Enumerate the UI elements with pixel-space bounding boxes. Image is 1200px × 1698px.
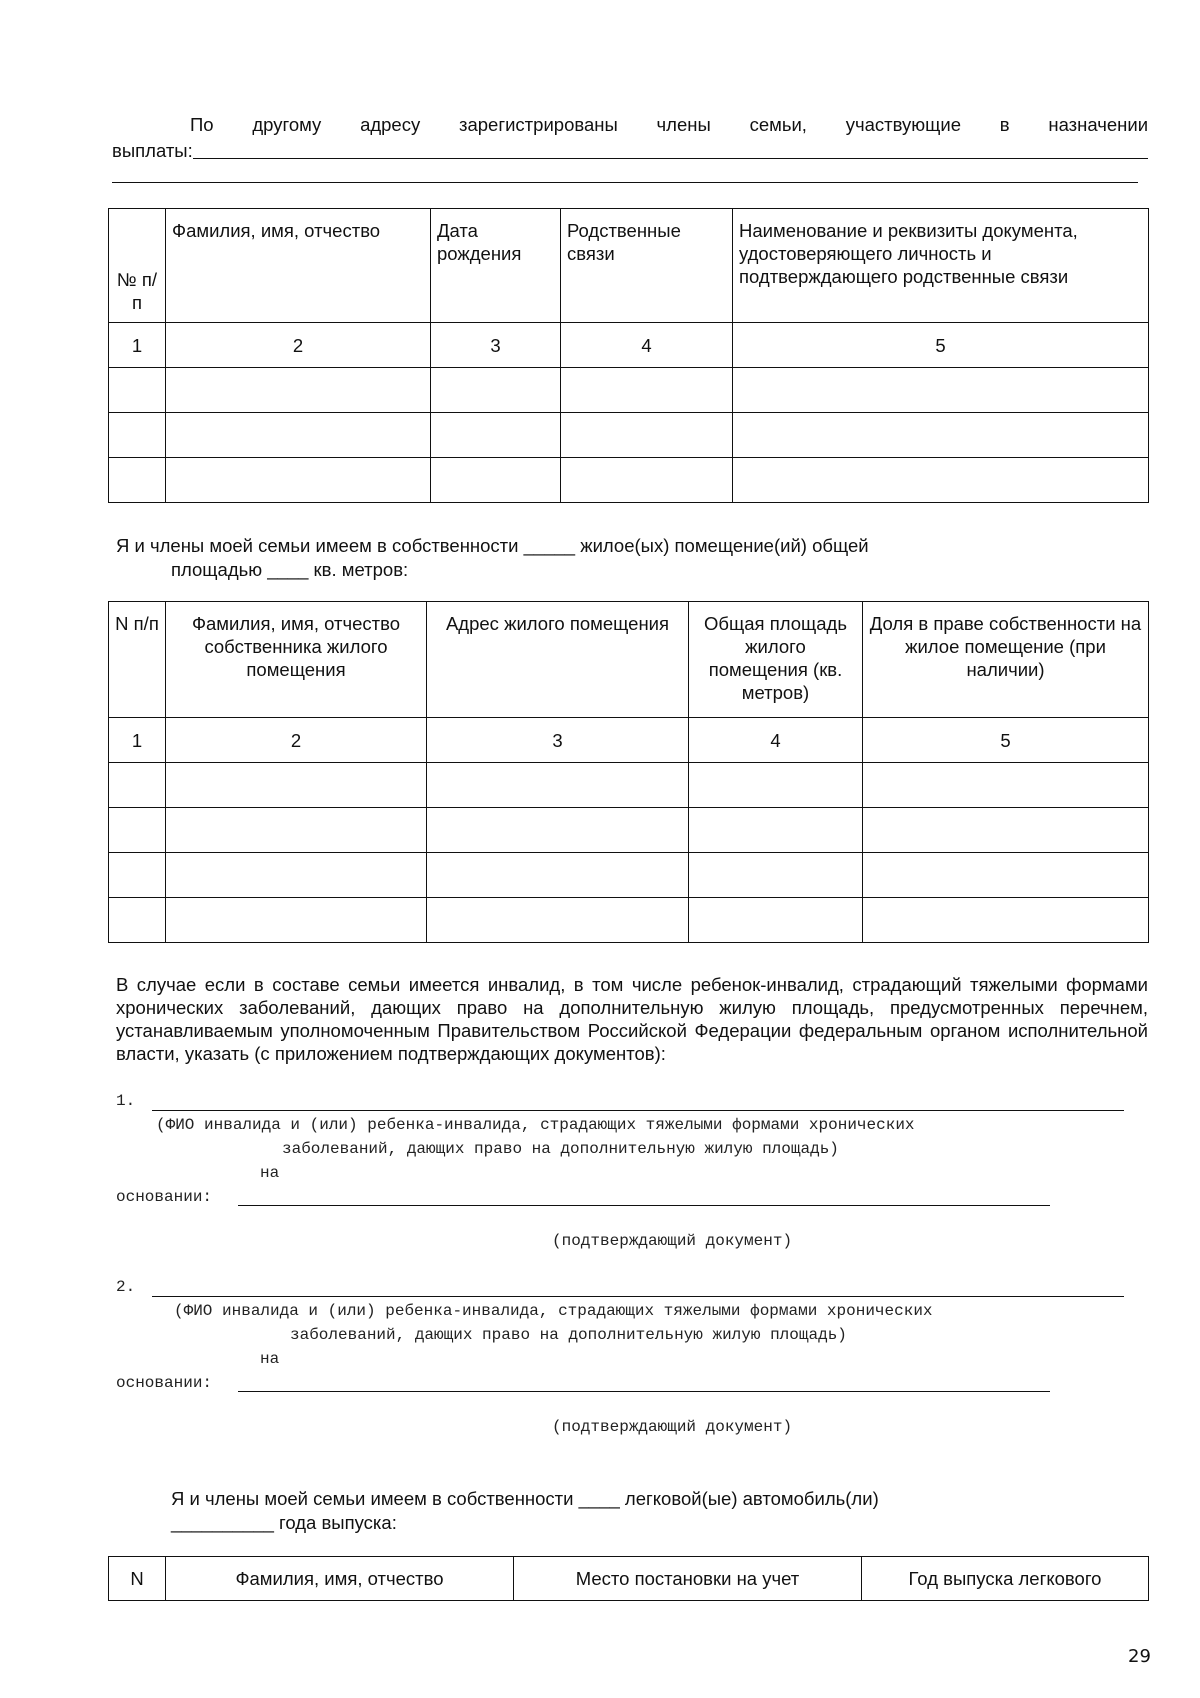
empty-cell[interactable] [863, 763, 1149, 808]
empty-cell[interactable] [109, 763, 166, 808]
empty-cell[interactable] [561, 368, 733, 413]
column-number: 3 [431, 323, 561, 368]
empty-cell[interactable] [689, 853, 863, 898]
empty-cell[interactable] [109, 413, 166, 458]
empty-cell[interactable] [109, 458, 166, 503]
intro-word: другому [252, 114, 322, 135]
column-number: 5 [733, 323, 1149, 368]
header-address: Адрес жилого помещения [427, 602, 689, 718]
property-line-2: площадью ____ кв. метров: [171, 559, 409, 580]
entry-doc-caption: (подтверждающий документ) [552, 1418, 793, 1436]
intro-line [112, 114, 1148, 136]
empty-cell[interactable] [431, 413, 561, 458]
intro-word: адресу [360, 114, 421, 135]
empty-cell[interactable] [733, 413, 1149, 458]
cars-table [108, 1556, 1149, 1601]
column-number: 4 [689, 718, 863, 763]
column-number: 1 [109, 323, 166, 368]
entry-caption: заболеваний, дающих право на дополнительную жилую площадь) [290, 1326, 847, 1344]
intro-word: зарегистрированы [459, 114, 618, 135]
header-number: N [109, 1557, 166, 1601]
header-full-name: Фамилия, имя, отчество [166, 1557, 514, 1601]
header-relation: Родственные связи [561, 209, 733, 323]
entry-name-line[interactable] [152, 1110, 1124, 1111]
empty-cell[interactable] [109, 808, 166, 853]
property-line-1: Я и члены моей семьи имеем в собственности _____ жилое(ых) помещение(ий) общей [116, 535, 869, 556]
intro-fill-line-2[interactable] [112, 182, 1138, 183]
property-table [108, 601, 1149, 943]
empty-cell[interactable] [733, 458, 1149, 503]
empty-cell[interactable] [109, 898, 166, 943]
header-owner-name: Фамилия, имя, отчество собственника жилого помещения [166, 602, 427, 718]
table-row [109, 898, 1149, 943]
table-row [109, 413, 1149, 458]
header-birth-date: Дата рождения [431, 209, 561, 323]
table-row [109, 458, 1149, 503]
entry-na: на [260, 1350, 280, 1368]
empty-cell[interactable] [863, 898, 1149, 943]
empty-cell[interactable] [109, 853, 166, 898]
entry-caption: заболеваний, дающих право на дополнительную жилую площадь) [282, 1140, 839, 1158]
intro-word: По [190, 114, 214, 135]
entry-basis-label: основании: [116, 1188, 213, 1206]
empty-cell[interactable] [166, 368, 431, 413]
empty-cell[interactable] [427, 808, 689, 853]
page-number: 29 [1128, 1646, 1151, 1667]
empty-cell[interactable] [166, 808, 427, 853]
column-number: 2 [166, 718, 427, 763]
column-number: 1 [109, 718, 166, 763]
column-number: 4 [561, 323, 733, 368]
empty-cell[interactable] [166, 763, 427, 808]
empty-cell[interactable] [166, 898, 427, 943]
empty-cell[interactable] [427, 898, 689, 943]
table-row [109, 368, 1149, 413]
table-row [109, 763, 1149, 808]
entry-number: 2. [116, 1278, 136, 1296]
column-number: 2 [166, 323, 431, 368]
intro-word: семьи, [749, 114, 807, 135]
entry-caption: (ФИО инвалида и (или) ребенка-инвалида, страдающих тяжелыми формами хронических [156, 1116, 915, 1134]
header-full-name: Фамилия, имя, отчество [166, 209, 431, 323]
entry-name-line[interactable] [152, 1296, 1124, 1297]
header-registration-place: Место постановки на учет [514, 1557, 862, 1601]
header-area: Общая площадь жилого помещения (кв. метров) [689, 602, 863, 718]
table-row [109, 808, 1149, 853]
empty-cell[interactable] [689, 763, 863, 808]
header-number: № п/п [109, 209, 166, 323]
entry-na: на [260, 1164, 280, 1182]
header-car-year: Год выпуска легкового [862, 1557, 1149, 1601]
family-members-table [108, 208, 1149, 503]
empty-cell[interactable] [689, 808, 863, 853]
entry-basis-label: основании: [116, 1374, 213, 1392]
empty-cell[interactable] [689, 898, 863, 943]
empty-cell[interactable] [733, 368, 1149, 413]
empty-cell[interactable] [431, 368, 561, 413]
disabled-paragraph: В случае если в составе семьи имеется инвалид, в том числе ребенок-инвалид, страдающий тяжелыми формами хронических заболеваний, дающих право на дополнительную жилую площадь, предусмотренных перечнем, устанавливаемым уполномоченным Правительством Российской Федерации федеральным органом исполнительной власти, указать (с приложением подтверждающих документов): [116, 974, 1148, 1064]
column-number: 5 [863, 718, 1149, 763]
intro-word: в [999, 114, 1010, 135]
intro-label: выплаты: [112, 140, 193, 161]
empty-cell[interactable] [166, 853, 427, 898]
entry-basis-line[interactable] [238, 1391, 1050, 1392]
entry-number: 1. [116, 1092, 136, 1110]
intro-word: назначении [1048, 114, 1149, 135]
empty-cell[interactable] [427, 853, 689, 898]
entry-basis-line[interactable] [238, 1205, 1050, 1206]
entry-doc-caption: (подтверждающий документ) [552, 1232, 793, 1250]
column-number: 3 [427, 718, 689, 763]
intro-word: члены [656, 114, 711, 135]
intro-fill-line[interactable] [193, 158, 1148, 159]
empty-cell[interactable] [863, 808, 1149, 853]
table-row [109, 853, 1149, 898]
cars-line-1: Я и члены моей семьи имеем в собственности ____ легковой(ые) автомобиль(ли) [171, 1488, 879, 1509]
empty-cell[interactable] [561, 458, 733, 503]
empty-cell[interactable] [863, 853, 1149, 898]
header-share: Доля в праве собственности на жилое помещение (при наличии) [863, 602, 1149, 718]
empty-cell[interactable] [109, 368, 166, 413]
cars-line-2: __________ года выпуска: [171, 1512, 397, 1533]
entry-caption: (ФИО инвалида и (или) ребенка-инвалида, страдающих тяжелыми формами хронических [174, 1302, 933, 1320]
header-document: Наименование и реквизиты документа, удостоверяющего личность и подтверждающего родственные связи [733, 209, 1149, 323]
empty-cell[interactable] [166, 458, 431, 503]
empty-cell[interactable] [561, 413, 733, 458]
empty-cell[interactable] [427, 763, 689, 808]
intro-word: участвующие [845, 114, 961, 135]
empty-cell[interactable] [166, 413, 431, 458]
header-number: N п/п [109, 602, 166, 718]
empty-cell[interactable] [431, 458, 561, 503]
